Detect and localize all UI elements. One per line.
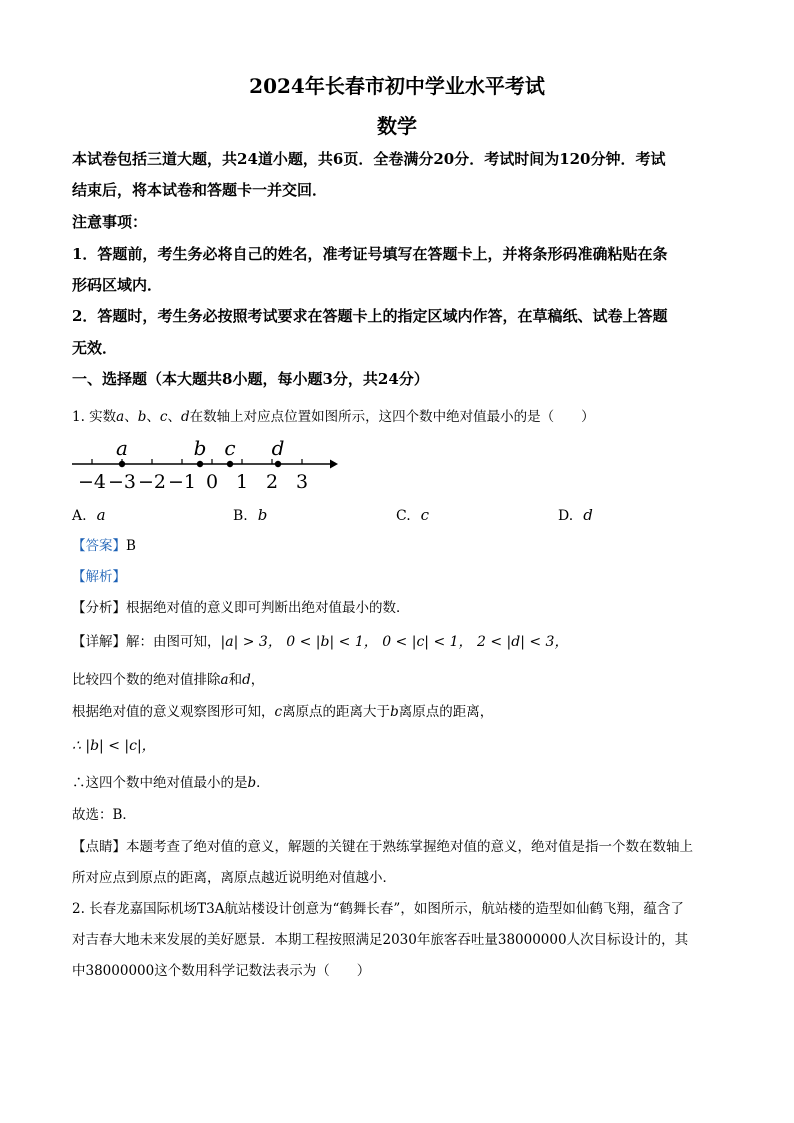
q1-var-a: a bbox=[116, 409, 125, 425]
q1-stem-suffix: 在数轴上对应点位置如图所示，这四个数中绝对值最小的是（ ） bbox=[189, 409, 595, 425]
observe-mid: 离原点的距离大于 bbox=[282, 704, 391, 720]
point-label-a: a bbox=[116, 436, 128, 460]
compare-var-a: a bbox=[220, 672, 229, 688]
q1-option-c[interactable] bbox=[396, 506, 429, 524]
therefore-2-suffix: ． bbox=[256, 775, 270, 791]
number-line-points bbox=[116, 436, 284, 467]
q1-option-d-key: D. bbox=[558, 508, 574, 524]
q1-therefore-2 bbox=[72, 773, 270, 793]
tick-label: −2 bbox=[137, 471, 167, 493]
answer-label: 【答案】 bbox=[72, 538, 126, 554]
q1-observe bbox=[72, 702, 493, 722]
observe-prefix: 根据绝对值的意义观察图形可知， bbox=[72, 704, 275, 720]
compare-prefix: 比较四个数的绝对值排除 bbox=[72, 672, 221, 688]
q1-option-a-value: a bbox=[96, 506, 106, 524]
point-label-b: b bbox=[193, 436, 207, 460]
dianjing-text-1: 本题考查了绝对值的意义，解题的关键在于熟练掌握绝对值的意义，绝对值是指一个数在数轴上 bbox=[126, 839, 693, 855]
subject-title: 数学 bbox=[377, 114, 417, 138]
q1-option-a-key: A. bbox=[72, 508, 87, 524]
compare-var-d: d bbox=[242, 672, 251, 688]
q1-var-d: d bbox=[180, 409, 190, 425]
q2-line-1: 2. 长春龙嘉国际机场T3A航站楼设计创意为“鹤舞长春”，如图所示，航站楼的造型如仙鹤飞翔，蕴含了 bbox=[72, 901, 684, 917]
q1-option-b[interactable] bbox=[233, 506, 267, 524]
number-line-figure bbox=[68, 430, 348, 498]
point-label-c: c bbox=[224, 436, 236, 460]
tick-label: 3 bbox=[295, 471, 309, 493]
point-label-d: d bbox=[271, 436, 285, 460]
q1-option-a[interactable] bbox=[72, 506, 106, 524]
tick-label: −3 bbox=[107, 471, 137, 493]
q1-option-c-value: c bbox=[420, 506, 430, 524]
xiangjie-math: |a| > 3， 0 < |b| < 1， 0 < |c| < 1， 2 < |d| < 3， bbox=[220, 634, 569, 650]
q1-option-b-value: b bbox=[257, 506, 268, 524]
fenxi-text: 根据绝对值的意义即可判断出绝对值最小的数． bbox=[126, 600, 410, 616]
observe-var-b: b bbox=[390, 704, 399, 720]
q1-compare bbox=[72, 670, 264, 690]
therefore-1: ∴ |b| < |c|， bbox=[72, 738, 156, 754]
tick-label: 0 bbox=[205, 471, 219, 493]
notice-2-line-2: 无效． bbox=[72, 339, 118, 357]
q1-sep-3: 、 bbox=[167, 409, 181, 425]
q1-stem-prefix: 1. 实数 bbox=[72, 409, 117, 425]
q1-option-c-key: C. bbox=[396, 508, 411, 524]
q1-answer bbox=[72, 536, 136, 556]
observe-var-c: c bbox=[274, 704, 283, 720]
therefore-2-prefix: ∴这四个数中绝对值最小的是 bbox=[72, 775, 248, 791]
q2-line-3: 中38000000这个数用科学记数法表示为（ ） bbox=[72, 963, 371, 979]
q1-xiangjie bbox=[72, 632, 568, 652]
q1-fenxi bbox=[72, 598, 410, 618]
q1-sep-1: 、 bbox=[124, 409, 138, 425]
q1-stem bbox=[72, 407, 595, 427]
q1-option-d[interactable] bbox=[558, 506, 593, 524]
q1-therefore-1 bbox=[72, 736, 156, 756]
q1-option-b-key: B. bbox=[233, 508, 248, 524]
q1-analysis-label bbox=[72, 567, 126, 587]
number-line-arrow bbox=[330, 460, 338, 469]
point-d bbox=[275, 461, 281, 467]
point-a bbox=[119, 461, 125, 467]
notice-2-line-1: 2．答题时，考生务必按照考试要求在答题卡上的指定区域内作答，在草稿纸、试卷上答题 bbox=[72, 307, 668, 325]
intro-line-1: 本试卷包括三道大题，共24道小题，共6页．全卷满分20分．考试时间为120分钟．考试 bbox=[72, 150, 666, 168]
xiangjie-text: 解：由图可知， bbox=[126, 634, 221, 650]
notice-1-line-2: 形码区域内． bbox=[72, 276, 163, 294]
intro-line-2: 结束后，将本试卷和答题卡一并交回． bbox=[72, 181, 328, 199]
analysis-label: 【解析】 bbox=[72, 569, 126, 585]
notice-1-line-1: 1．答题前，考生务必将自己的姓名，准考证号填写在答题卡上，并将条形码准确粘贴在条 bbox=[72, 245, 668, 263]
therefore-2-var-b: b bbox=[247, 775, 257, 791]
compare-mid: 和 bbox=[228, 672, 243, 688]
fenxi-label: 【分析】 bbox=[72, 600, 126, 616]
notice-title: 注意事项： bbox=[72, 213, 148, 231]
q1-var-b: b bbox=[137, 409, 147, 425]
answer-value: B bbox=[126, 538, 136, 554]
section-1-heading: 一、选择题（本大题共8小题，每小题3分，共24分） bbox=[72, 370, 429, 388]
tick-label: 2 bbox=[265, 471, 279, 493]
dianjing-label: 【点睛】 bbox=[72, 839, 126, 855]
q1-option-d-value: d bbox=[583, 506, 593, 524]
xiangjie-label: 【详解】 bbox=[72, 634, 126, 650]
q1-var-c: c bbox=[159, 409, 168, 425]
observe-suffix: 离原点的距离， bbox=[398, 704, 494, 720]
point-c bbox=[227, 461, 233, 467]
compare-suffix: ， bbox=[250, 672, 265, 688]
q1-sep-2: 、 bbox=[146, 409, 160, 425]
tick-label: −4 bbox=[77, 471, 107, 493]
page-title: 2024年长春市初中学业水平考试 bbox=[249, 74, 545, 98]
point-b bbox=[197, 461, 203, 467]
q1-dianjing-line-2: 所对应点到原点的距离，离原点越近说明绝对值越小． bbox=[72, 870, 396, 886]
q1-choose: 故选：B． bbox=[72, 807, 136, 823]
q2-line-2: 对吉春大地未来发展的美好愿景．本期工程按照满足2030年旅客吞吐量38000000人次目标设计的，其 bbox=[72, 932, 689, 948]
q1-dianjing-line-1 bbox=[72, 837, 693, 857]
tick-label: −1 bbox=[167, 471, 197, 493]
tick-label: 1 bbox=[235, 471, 249, 493]
